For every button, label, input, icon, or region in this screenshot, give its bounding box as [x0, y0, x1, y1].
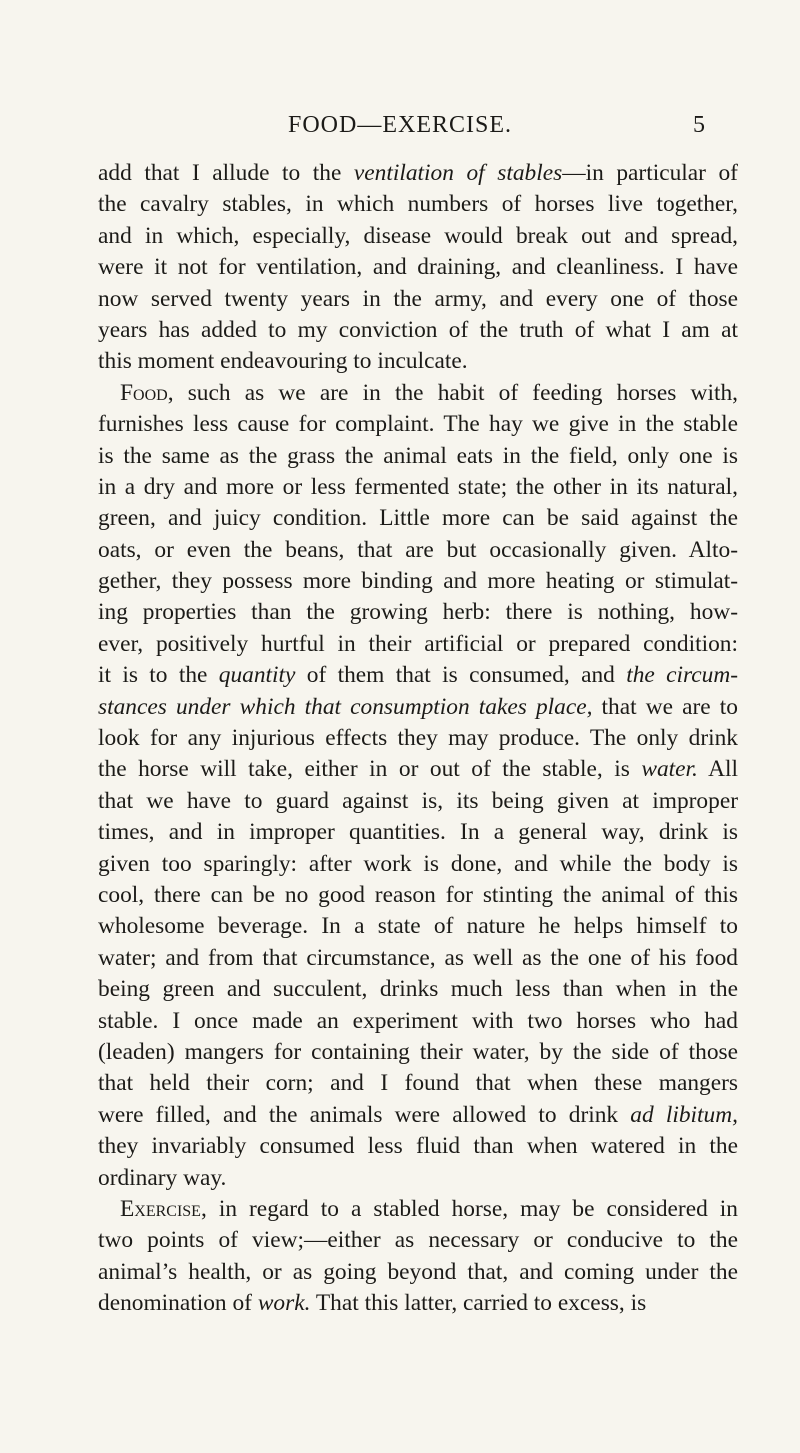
text-line — [98, 880, 738, 911]
text-line — [98, 252, 738, 283]
text-line — [98, 535, 738, 566]
text-line — [98, 817, 738, 848]
text-run: it is to the — [98, 662, 219, 689]
text-run: being green and succulent, drinks much less than when in the — [98, 976, 738, 1003]
text-line — [98, 1225, 738, 1256]
text-line — [98, 503, 738, 534]
text-run: gether, they possess more binding and more heating or stimulat- — [98, 568, 738, 595]
text-line — [98, 409, 738, 440]
text-run: stable. I once made an experiment with two horses who had — [98, 1007, 738, 1034]
text-run: denomination of — [98, 1290, 258, 1317]
text-run: two points of view;—either as necessary or conducive to the — [98, 1227, 738, 1254]
text-line — [98, 660, 738, 691]
text-line — [98, 158, 738, 189]
text-line — [98, 1257, 738, 1288]
text-run: were filled, and the animals were allowed to drink — [98, 1101, 631, 1128]
text-line — [98, 441, 738, 472]
text-line — [98, 1163, 738, 1194]
text-run: now served twenty years in the army, and every one of those — [98, 285, 738, 312]
text-run: times, and in improper quantities. In a general way, drink is — [98, 819, 738, 846]
text-run: water; and from that circumstance, as well as the one of his food — [98, 944, 738, 971]
small-caps-run: Exercise — [120, 1195, 201, 1222]
text-line — [98, 1006, 738, 1037]
italic-run: the circum- — [626, 662, 739, 689]
text-line — [98, 1194, 738, 1225]
italic-run: work. — [257, 1290, 311, 1317]
text-line — [98, 315, 738, 346]
text-run: furnishes less cause for complaint. The hay we give in the stable — [98, 411, 738, 438]
text-line — [98, 378, 738, 409]
small-caps-run: Food — [120, 379, 168, 406]
text-line — [98, 1068, 738, 1099]
text-run: years has added to my conviction of the truth of what I am at — [98, 316, 738, 343]
italic-run: water. — [641, 756, 698, 783]
text-run: animal’s health, or as going beyond that, and coming under the — [98, 1258, 738, 1285]
text-run: is the same as the grass the animal eats in the field, only one is — [98, 442, 738, 469]
text-line — [98, 849, 738, 880]
text-run: of them that is consumed, and — [295, 662, 627, 689]
text-line — [98, 346, 738, 377]
text-run: the horse will take, either in or out of the stable, is — [98, 756, 642, 783]
text-run: and in which, especially, disease would break out and spread, — [98, 222, 738, 249]
running-head: FOOD—EXERCISE. — [287, 112, 512, 138]
text-run: were it not for ventilation, and draining, and cleanliness. I have — [98, 254, 738, 281]
italic-run: stances under which that consumption takes place, — [98, 693, 593, 720]
text-line — [98, 943, 738, 974]
italic-run: ventilation of stables — [353, 160, 563, 186]
text-line — [98, 1131, 738, 1162]
text-line — [98, 786, 738, 817]
text-run: ordinary way. — [98, 1164, 227, 1191]
text-run: (leaden) mangers for containing their water, by the side of those — [98, 1038, 738, 1065]
text-line — [98, 911, 738, 942]
text-run: , such as we are in the habit of feeding horses with, — [167, 379, 738, 406]
italic-run: ad libitum, — [630, 1101, 738, 1128]
text-run: cool, there can be no good reason for stinting the animal of this — [98, 881, 738, 908]
text-line — [98, 723, 738, 754]
text-run: given too sparingly: after work is done, and while the body is — [98, 850, 738, 877]
text-run: the cavalry stables, in which numbers of horses live together, — [98, 191, 738, 218]
text-line — [98, 189, 738, 220]
text-run: that we have to guard against is, its being given at improper — [98, 787, 738, 814]
page-number: 5 — [693, 112, 705, 138]
text-run: in a dry and more or less fermented state; the other in its natural, — [98, 473, 738, 500]
text-line — [98, 1037, 738, 1068]
text-run: —in particular of — [562, 160, 738, 186]
text-run: oats, or even the beans, that are but occasionally given. Alto- — [98, 536, 738, 563]
text-run: look for any injurious effects they may produce. The only drink — [98, 725, 738, 752]
text-run: All — [697, 756, 738, 783]
text-line — [98, 1288, 738, 1319]
text-run: wholesome beverage. In a state of nature he helps himself to — [98, 913, 738, 940]
text-run: they invariably consumed less fluid than when watered in the — [98, 1133, 738, 1160]
text-run: this moment endeavouring to inculcate. — [98, 348, 468, 375]
text-run: add that I allude to the — [98, 160, 354, 186]
text-line — [98, 692, 738, 723]
text-line — [98, 1100, 738, 1131]
text-line — [98, 754, 738, 785]
text-run: that we are to — [592, 693, 738, 720]
text-line — [98, 974, 738, 1005]
text-line — [98, 629, 738, 660]
text-run: That this latter, carried to excess, is — [310, 1290, 647, 1317]
text-run: green, and juicy condition. Little more can be said against the — [98, 505, 738, 532]
body-text — [98, 158, 738, 1319]
text-line — [98, 472, 738, 503]
page-header — [0, 112, 800, 146]
text-run: ing properties than the growing herb: there is nothing, how- — [98, 599, 738, 626]
text-run: ever, positively hurtful in their artificial or prepared condition: — [98, 630, 738, 657]
text-line — [98, 221, 738, 252]
italic-run: quantity — [218, 662, 296, 689]
text-line — [98, 597, 738, 628]
text-line — [98, 566, 738, 597]
text-run: that held their corn; and I found that when these mangers — [98, 1070, 738, 1097]
text-run: , in regard to a stabled horse, may be considered in — [200, 1195, 738, 1222]
text-line — [98, 284, 738, 315]
